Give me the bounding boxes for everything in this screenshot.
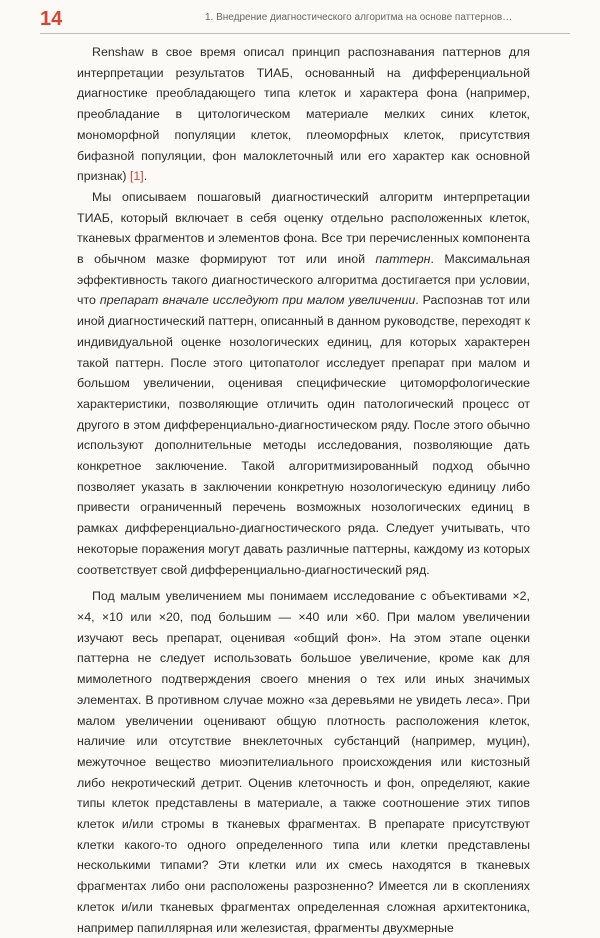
page-number: 14 [40, 8, 63, 30]
running-header: 1. Внедрение диагностического алгоритма на основе паттернов… [205, 12, 513, 23]
paragraph-3-text: Под малым увеличением мы понимаем исследование с объективами ×2, ×4, ×10 или ×20, под большим — ×40 или ×60. При малом увеличении изучают весь препарат, оценивая «общий фон». На этом этапе оценки паттерна не следует использовать большое увеличение, кроме как для мимолетного подтверждения своего мнения о тех или иных значимых элементах. В противном случае можно «за деревьями не увидеть леса». При малом увеличении оценивают общую плотность расположения клеток, наличие или отсутствие внеклеточных субстанций (например, муцин), межуточное вещество миоэпителиального происхождения или кистозный либо некротический детрит. Оценив клеточность и фон, определяют, какие типы клеток представлены в материале, а также соотношение этих типов клеток и/или стромы в тканевых фрагментах. В препарате присутствуют клетки какого-то одного определенного типа или клетки представлены несколькими типами? Эти клетки или их смесь находятся в тканевых фрагментах либо они расположены разрозненно? Имеется ли в скоплениях клеток и/или тканевых фрагментах определенная сложная архитектоника, например папиллярная или железистая, фрагменты двухмерные [77, 589, 530, 935]
paragraph-1-text: Renshaw в свое время описал принцип распознавания паттернов для интерпретации результатов ТИАБ, основанный на дифференциальной диагностике преобладающего типа клеток и характера фона (например, преобладание в цитологическом материале мелких синих клеток, мономорфной популяции клеток, плеоморфных клеток, присутствия бифазной популяции, фон малоклеточный или его характер как основной признак) [77, 45, 530, 184]
body-text [77, 42, 530, 938]
header-rule [40, 33, 570, 34]
citation-link[interactable]: [1] [129, 169, 144, 184]
paragraph-2-a: Мы описываем пошаговый диагностический алгоритм интерпретации ТИАБ, который включает в себя оценку отдельно расположенных клеток, тканевых фрагментов и элементов фона. Все три перечисленных компонента в обычном мазке формируют тот или иной [77, 189, 530, 267]
paragraph-2 [77, 187, 530, 580]
paragraph-2-emphasis-2: препарат вначале исследуют при малом увеличении [99, 293, 416, 308]
paragraph-1-end: . [143, 169, 148, 184]
paragraph-2-b: . Максимальная эффективность такого диагностического алгоритма достигается при условии, что [77, 252, 530, 308]
paragraph-1 [77, 42, 530, 187]
paragraph-3 [77, 586, 530, 938]
paragraph-2-c: . Распознав тот или иной диагностический паттерн, описанный в данном руководстве, переходят к индивидуальной оценке нозологических единиц, для которых характерен такой паттерн. После этого цитопатолог исследует препарат при малом и большом увеличении, оценивая специфические цитоморфологические характеристики, позволяющие отличить один патологический процесс от другого в этом дифференциально-диагностическом ряду. После этого обычно используют дополнительные методы исследования, позволяющие дать конкретное заключение. Такой алгоритмизированный подход обычно позволяет указать в заключении конкретную нозологическую единицу либо привести ограниченный перечень возможных нозологических единиц в рамках дифференциально-диагностического ряда. Следует учитывать, что некоторые поражения могут давать различные паттерны, каждому из которых соответствует свой дифференциально-диагностический ряд. [77, 293, 530, 577]
paragraph-2-emphasis-1: паттерн [375, 252, 431, 267]
